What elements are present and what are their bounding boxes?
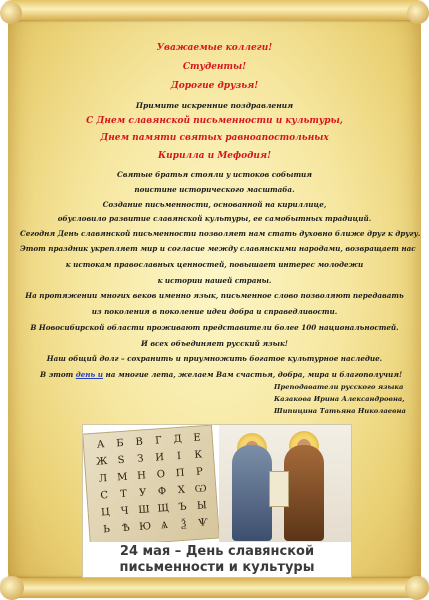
body-text-line: обусловило развитие славянской культуры, ее самобытных традиций. (57, 214, 372, 223)
wishes-line (40, 371, 429, 378)
body-text-line: поистине исторического масштаба. (134, 185, 295, 194)
saint-cyril-figure (232, 445, 272, 541)
alphabet-letter: І (176, 450, 182, 463)
scroll-top-roll (2, 0, 427, 20)
day-link[interactable]: день и (75, 370, 104, 379)
alphabet-letter: Ф (157, 485, 167, 498)
alphabet-letter: Б (115, 437, 125, 450)
alphabet-letter: Т (119, 488, 128, 501)
alphabet-letter: К (194, 449, 203, 461)
alphabet-letter: Г (154, 435, 163, 447)
alphabet-letter: Ѯ (180, 518, 187, 530)
alphabet-letter: Е (193, 432, 202, 444)
holiday-title: С Днем славянской письменности и культуры, (86, 116, 343, 126)
cyrillic-alphabet-chart (82, 425, 220, 548)
scroll-curl-icon (405, 576, 429, 600)
alphabet-letter: Д (173, 433, 183, 446)
alphabet-letter: З (136, 453, 144, 465)
alphabet-letter: В (135, 436, 144, 448)
alphabet-letter: Ы (196, 500, 208, 512)
alphabet-letter: Ѧ (160, 519, 169, 532)
signature-name-2: Шипицина Татьяна Николаевна (274, 407, 406, 415)
alphabet-letter: Ѕ (117, 454, 125, 467)
body-text-line: В Новосибирской области проживают представители более 100 национальностей. (30, 323, 399, 332)
alphabet-letter: О (156, 469, 166, 481)
alphabet-letter: Л (98, 473, 108, 485)
alphabet-letter: Р (195, 466, 204, 478)
alphabet-letter: А (96, 439, 105, 451)
scroll-curl-icon (407, 2, 429, 24)
alphabet-letter: С (100, 490, 109, 502)
alphabet-letter: Ъ (178, 501, 187, 514)
alphabet-letter: Х (177, 484, 186, 497)
greeting-students: Студенты! (182, 62, 247, 72)
greeting-friends: Дорогие друзья! (170, 81, 259, 91)
scroll-curl-icon (0, 576, 24, 600)
alphabet-letter: Ѡ (194, 483, 207, 495)
body-text-line: Создание письменности, основанной на кириллице, (102, 200, 327, 209)
body-text-line: Святые братья стояли у истоков события (117, 170, 312, 179)
body-text-line: из поколения в поколение идеи добра и справедливости. (91, 307, 338, 316)
congrats-intro: Примите искренние поздравления (135, 101, 294, 110)
alphabet-letter: Ц (100, 506, 111, 519)
body-text-line: На протяжении многих веков именно язык, письменное слово позволяют передавать (25, 291, 404, 300)
alphabet-letter: П (175, 467, 185, 480)
alphabet-letter: М (116, 471, 128, 484)
scroll-curl-icon (0, 2, 22, 24)
holiday-banner-image (82, 424, 352, 578)
alphabet-letter: Ж (95, 455, 108, 468)
body-text-line: Наш общий долг – сохранить и приумножить богатое культурное наследие. (46, 354, 383, 363)
alphabet-letter: Н (136, 470, 147, 482)
banner-caption (83, 542, 351, 577)
body-text-line: к истокам православных ценностей, повышает интерес молодежи (65, 260, 364, 269)
wishes-text-end: на многие лета, желаем Вам счастья, добра, мира и благополучия! (103, 370, 403, 379)
banner-caption-line-2: письменности и культуры (119, 560, 315, 575)
saints-names: Кирилла и Мефодия! (157, 151, 272, 161)
body-text-line: Сегодня День славянской письменности позволяет нам стать духовно ближе друг к другу. (20, 229, 421, 238)
alphabet-letter: Ь (102, 523, 111, 536)
alphabet-letter: Ю (138, 521, 152, 533)
alphabet-letter: Щ (157, 502, 170, 515)
alphabet-letter: У (138, 487, 147, 499)
holiday-subtitle: Днем памяти святых равноапостольных (100, 133, 329, 143)
scroll-bottom-roll (0, 578, 429, 598)
signature-name-1: Казакова Ирина Александровна, (274, 395, 405, 403)
saint-methodius-figure (284, 445, 324, 541)
alphabet-letter: Ѣ (121, 522, 131, 535)
saints-icon-image (219, 425, 351, 543)
alphabet-letter: Ш (137, 504, 151, 516)
scroll-in-hand-icon (269, 471, 289, 507)
body-text-line: к истории нашей страны. (157, 276, 272, 285)
body-text-line: Этот праздник укрепляет мир и согласие между славянскими народами, возвращает нас (20, 244, 416, 253)
alphabet-letter: Ч (120, 505, 129, 518)
banner-caption-line-1: 24 мая – День славянской (119, 544, 315, 559)
alphabet-grid (92, 432, 213, 540)
body-text-line: И всех объединяет русский язык! (141, 339, 288, 348)
alphabet-letter: И (154, 452, 165, 464)
greeting-colleagues: Уважаемые коллеги! (156, 43, 273, 53)
alphabet-letter: Ѱ (197, 517, 209, 529)
wishes-text-start: В этот (40, 370, 76, 379)
signature-title: Преподаватели русского языка (274, 383, 404, 391)
